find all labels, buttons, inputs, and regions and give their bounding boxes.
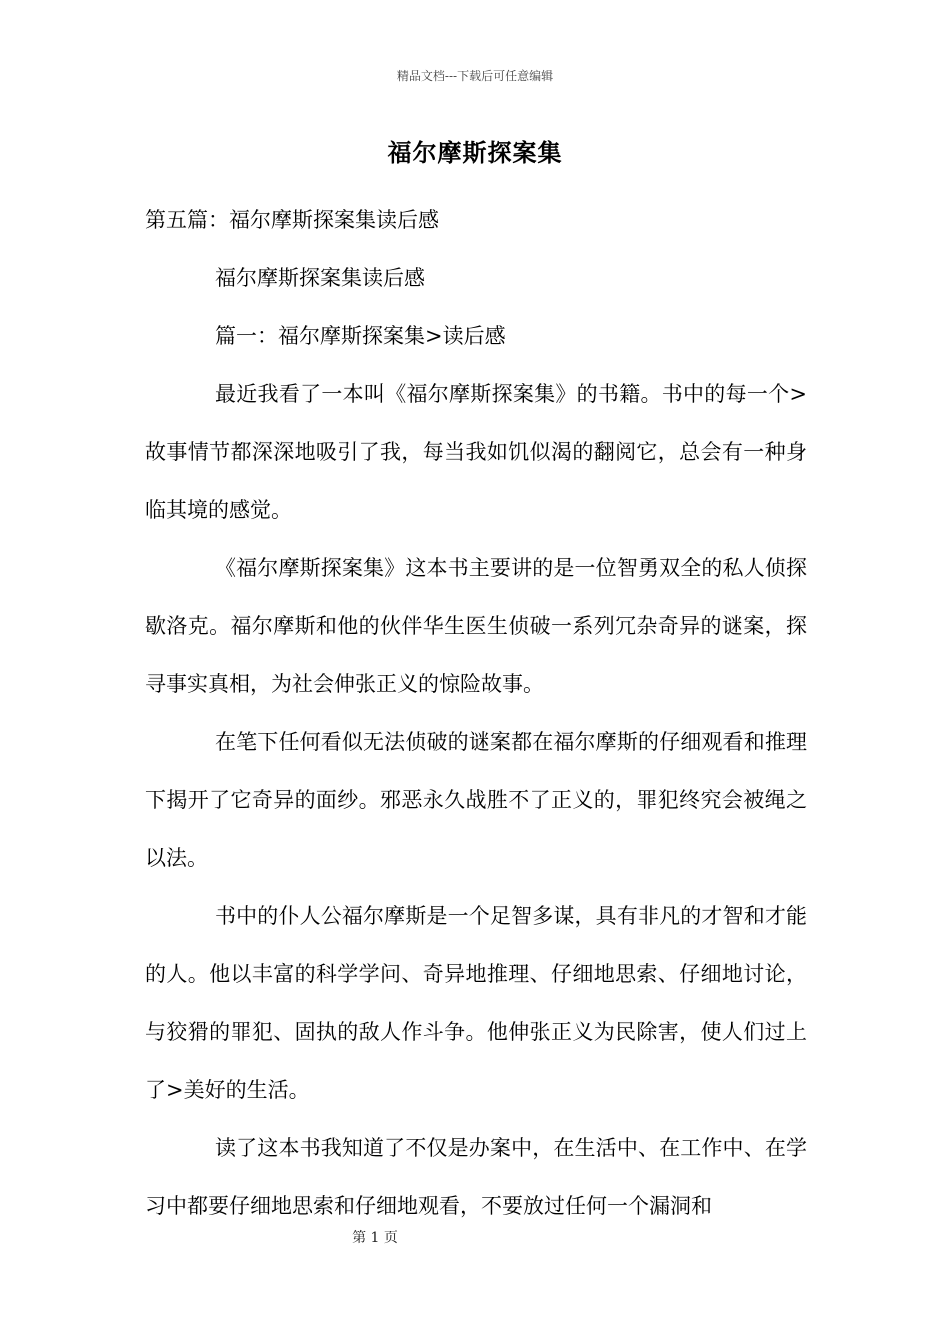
document-body [145,191,807,1235]
subtitle: 福尔摩斯探案集读后感 [215,266,425,290]
paragraph: 读了这本书我知道了不仅是办案中，在生活中、在工作中、在学习中都要仔细地思索和仔细地观看，不要放过任何一个漏洞和 [145,1136,807,1218]
chapter-heading: 篇一：福尔摩斯探案集>读后感 [215,324,506,348]
paragraph: 《福尔摩斯探案集》这本书主要讲的是一位智勇双全的私人侦探歇洛克。福尔摩斯和他的伙伴华生医生侦破一系列冗杂奇异的谜案，探寻事实真相，为社会伸张正义的惊险故事。 [145,556,807,696]
page-number: 第 1 页 [352,1230,398,1246]
paragraph: 书中的仆人公福尔摩斯是一个足智多谋，具有非凡的才智和才能的人。他以丰富的科学学问、奇异地推理、仔细地思索、仔细地讨论，与狡猾的罪犯、固执的敌人作斗争。他伸张正义为民除害，使人们过上了>美好的生活。 [145,904,807,1102]
paragraph: 最近我看了一本叫《福尔摩斯探案集》的书籍。书中的每一个>故事情节都深深地吸引了我，每当我如饥似渴的翻阅它，总会有一种身临其境的感觉。 [145,382,807,522]
paragraph: 在笔下任何看似无法侦破的谜案都在福尔摩斯的仔细观看和推理下揭开了它奇异的面纱。邪恶永久战胜不了正义的，罪犯终究会被绳之以法。 [145,730,807,870]
section-heading: 第五篇：福尔摩斯探案集读后感 [145,208,439,232]
document-title: 福尔摩斯探案集 [387,138,563,167]
page-header: 精品文档---下载后可任意编辑 [396,69,554,83]
